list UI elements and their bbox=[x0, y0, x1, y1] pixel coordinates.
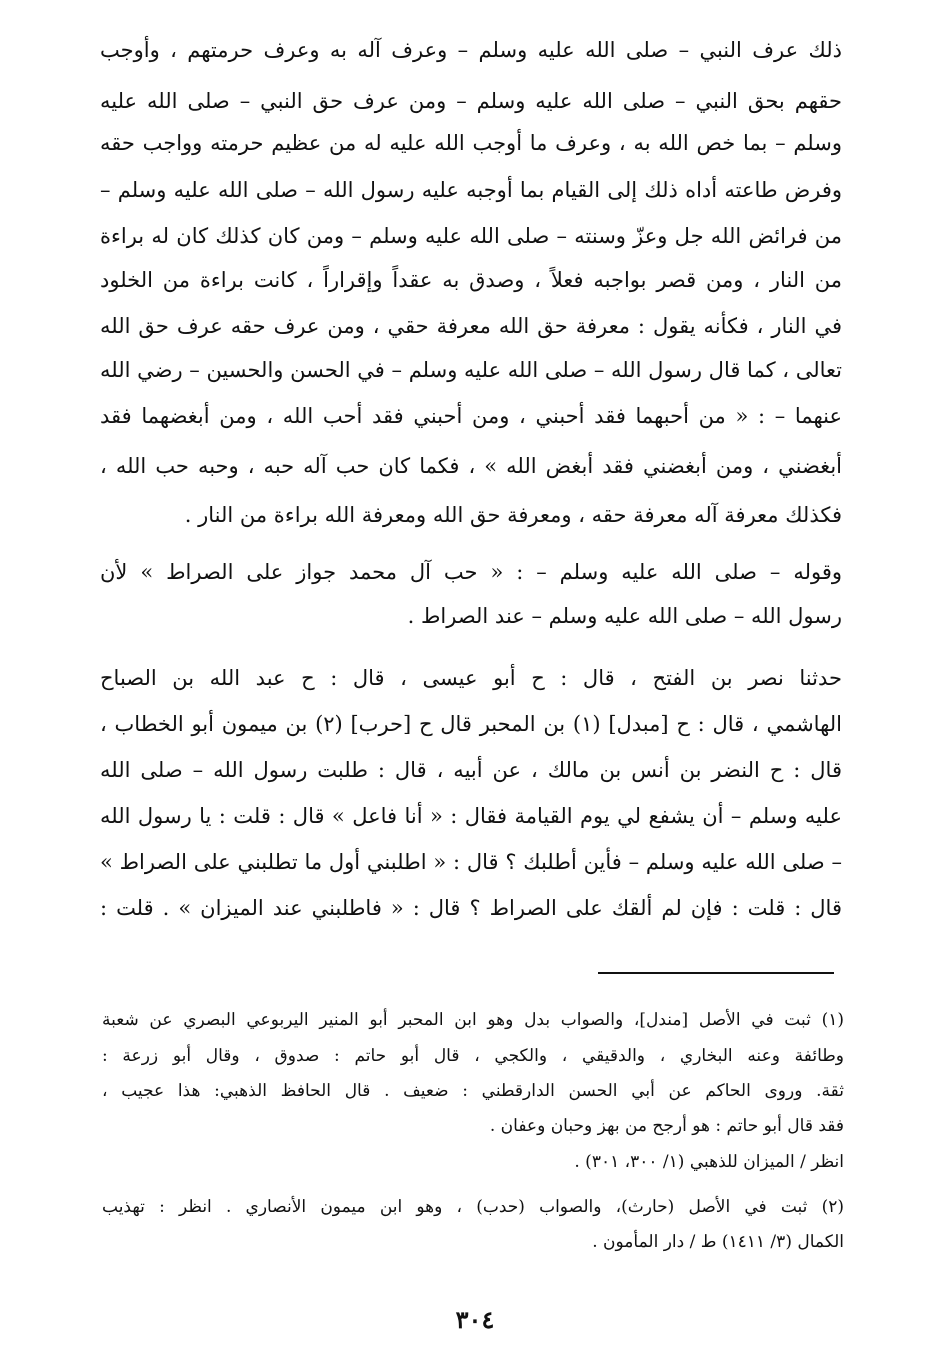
footnote-line: ثقة. وروى الحاكم عن أبي الحسن الدارقطني : ضعيف . قال الحافظ الذهبي: هذا عجيب ، bbox=[102, 1081, 844, 1101]
text-line: عنهما – : « من أحبهما فقد أحبني ، ومن أحبني فقد أحب الله ، ومن أبغضهما فقد bbox=[100, 404, 842, 428]
text-line: حقهم بحق النبي – صلى الله عليه وسلم – ومن عرف حق النبي – صلى الله عليه bbox=[100, 89, 842, 113]
text-line: وفرض طاعته أداه ذلك إلى القيام بما أوجبه عليه رسول الله – صلى الله عليه وسلم – bbox=[100, 178, 842, 202]
footnote-line: فقد قال أبو حاتم : هو أرجح من بهز وحبان وعفان . bbox=[489, 1116, 844, 1136]
footnote-line: الكمال (٣/ ١٤١١) ط / دار المأمون . bbox=[592, 1232, 844, 1252]
text-line: قال : قلت : فإن لم ألقك على الصراط ؟ قال : « فاطلبني عند الميزان » . قلت : bbox=[100, 896, 842, 920]
text-line: من فرائض الله جل وعزّ وسنته – صلى الله عليه وسلم – ومن كان كذلك كان له براءة bbox=[100, 224, 842, 248]
text-line: حدثنا نصر بن الفتح ، قال : ح أبو عيسى ، قال : ح عبد الله بن الصباح bbox=[100, 666, 842, 690]
footnote-line: (١) ثبت في الأصل [مندل]، والصواب بدل وهو ابن المحبر أبو المنير اليربوعي البصري عن شعبة bbox=[102, 1010, 844, 1030]
text-line: في النار ، فكأنه يقول : معرفة حق الله معرفة حقي ، ومن عرف حقه عرف حق الله bbox=[100, 314, 842, 338]
text-line: عليه وسلم – أن يشفع لي يوم القيامة فقال : « أنا فاعل » قال : قلت : يا رسول الله bbox=[100, 804, 842, 828]
text-line: الهاشمي ، قال : ح [مبدل] (١) بن المحبر قال ح [حرب] (٢) بن ميمون أبو الخطاب ، bbox=[100, 712, 842, 736]
text-line: ذلك عرف النبي – صلى الله عليه وسلم – وعرف آله به وعرف حرمتهم ، وأوجب bbox=[100, 38, 842, 62]
text-line: – صلى الله عليه وسلم – فأين أطلبك ؟ قال : « اطلبني أول ما تطلبني على الصراط » bbox=[100, 850, 842, 874]
footnote-line: (٢) ثبت في الأصل (حارث)، والصواب (حدب) ، وهو ابن ميمون الأنصاري . انظر : تهذيب bbox=[102, 1197, 844, 1217]
text-line: وقوله – صلى الله عليه وسلم – : « حب آل محمد جواز على الصراط » لأن bbox=[100, 560, 842, 584]
text-line: فكذلك معرفة آله معرفة حقه ، ومعرفة حق الله ومعرفة الله براءة من النار . bbox=[184, 503, 842, 527]
footnote-line: وطائفة وعنه البخاري ، والدقيقي ، والكجي ، قال أبو حاتم : صدوق ، وقال أبو زرعة : bbox=[102, 1046, 844, 1066]
text-line: رسول الله – صلى الله عليه وسلم – عند الصراط . bbox=[407, 604, 842, 628]
text-line: وسلم – بما خص الله به ، وعرف ما أوجب الله عليه له من عظيم حرمته وواجب حقه bbox=[100, 131, 842, 155]
text-line: تعالى ، كما قال رسول الله – صلى الله عليه وسلم – في الحسن والحسين – رضي الله bbox=[100, 358, 842, 382]
footnote-divider bbox=[598, 972, 834, 974]
text-line: من النار ، ومن قصر بواجبه فعلاً ، وصدق به عقداً وإقراراً ، كانت براءة من الخلود bbox=[100, 268, 842, 292]
text-line: أبغضني ، ومن أبغضني فقد أبغض الله » ، فكما كان حب آله حبه ، وحبه حب الله ، bbox=[100, 454, 842, 478]
text-line: قال : ح النضر بن أنس بن مالك ، عن أبيه ، قال : طلبت رسول الله – صلى الله bbox=[100, 758, 842, 782]
footnote-line: انظر / الميزان للذهبي (١/ ٣٠٠، ٣٠١) . bbox=[574, 1152, 844, 1172]
page-number: ٣٠٤ bbox=[455, 1305, 495, 1334]
